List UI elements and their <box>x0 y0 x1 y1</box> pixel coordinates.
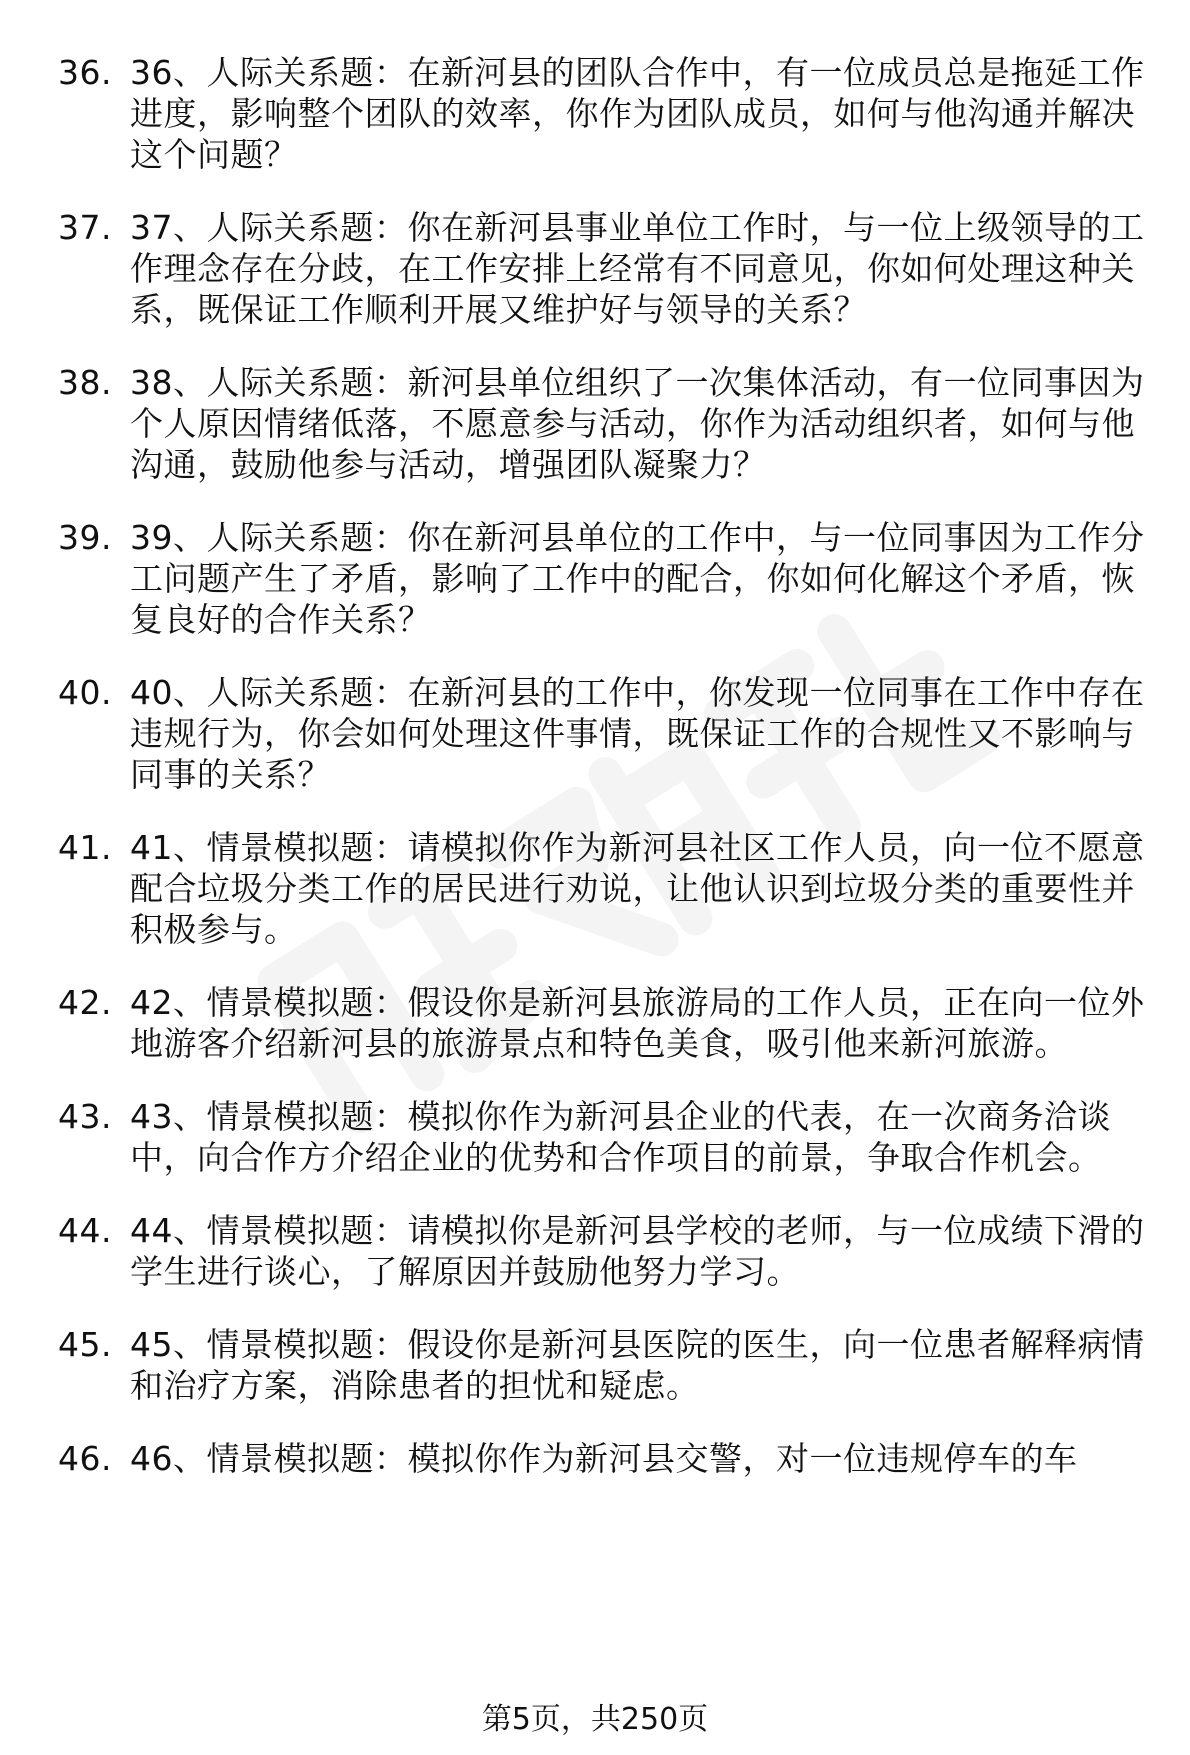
question-text: 42、情景模拟题：假设你是新河县旅游局的工作人员，正在向一位外地游客介绍新河县的旅游景点和特色美食，吸引他来新河旅游。 <box>130 983 1145 1063</box>
question-text: 45、情景模拟题：假设你是新河县医院的医生，向一位患者解释病情和治疗方案，消除患者的担忧和疑虑。 <box>130 1325 1145 1405</box>
page-footer <box>0 1700 1190 1740</box>
question-number: 42. <box>58 983 112 1022</box>
question-item <box>58 1438 1156 1479</box>
question-item <box>58 1324 1156 1406</box>
question-text: 41、情景模拟题：请模拟你作为新河县社区工作人员，向一位不愿意配合垃圾分类工作的居民进行劝说，让他认识到垃圾分类的重要性并积极参与。 <box>130 828 1145 949</box>
question-item <box>58 827 1156 950</box>
question-item <box>58 52 1156 175</box>
question-text: 44、情景模拟题：请模拟你是新河县学校的老师，与一位成绩下滑的学生进行谈心，了解原因并鼓励他努力学习。 <box>130 1211 1145 1291</box>
question-number: 44. <box>58 1211 112 1250</box>
question-number: 38. <box>58 363 112 402</box>
question-text: 37、人际关系题：你在新河县事业单位工作时，与一位上级领导的工作理念存在分歧，在工作安排上经常有不同意见，你如何处理这种关系，既保证工作顺利开展又维护好与领导的关系？ <box>130 208 1145 329</box>
page-number-label: 第5页，共250页 <box>481 1702 709 1737</box>
question-text: 43、情景模拟题：模拟你作为新河县企业的代表，在一次商务洽谈中，向合作方介绍企业的优势和合作项目的前景，争取合作机会。 <box>130 1097 1111 1177</box>
question-text: 36、人际关系题：在新河县的团队合作中，有一位成员总是拖延工作进度，影响整个团队的效率，你作为团队成员，如何与他沟通并解决这个问题？ <box>130 53 1145 174</box>
question-item <box>58 672 1156 795</box>
question-item <box>58 1096 1156 1178</box>
question-number: 43. <box>58 1097 112 1136</box>
question-number: 37. <box>58 208 112 247</box>
question-number: 46. <box>58 1439 112 1478</box>
question-item <box>58 1210 1156 1292</box>
question-text: 40、人际关系题：在新河县的工作中，你发现一位同事在工作中存在违规行为，你会如何处理这件事情，既保证工作的合规性又不影响与同事的关系？ <box>130 673 1145 794</box>
question-item <box>58 517 1156 640</box>
question-number: 39. <box>58 518 112 557</box>
question-text: 46、情景模拟题：模拟你作为新河县交警，对一位违规停车的车 <box>130 1439 1078 1478</box>
question-list <box>58 52 1156 1511</box>
question-item <box>58 362 1156 485</box>
question-text: 39、人际关系题：你在新河县单位的工作中，与一位同事因为工作分工问题产生了矛盾，影响了工作中的配合，你如何化解这个矛盾，恢复良好的合作关系？ <box>130 518 1145 639</box>
question-number: 45. <box>58 1325 112 1364</box>
question-number: 36. <box>58 53 112 92</box>
question-item <box>58 207 1156 330</box>
question-item <box>58 982 1156 1064</box>
question-number: 41. <box>58 828 112 867</box>
question-text: 38、人际关系题：新河县单位组织了一次集体活动，有一位同事因为个人原因情绪低落，不愿意参与活动，你作为活动组织者，如何与他沟通，鼓励他参与活动，增强团队凝聚力？ <box>130 363 1145 484</box>
question-number: 40. <box>58 673 112 712</box>
